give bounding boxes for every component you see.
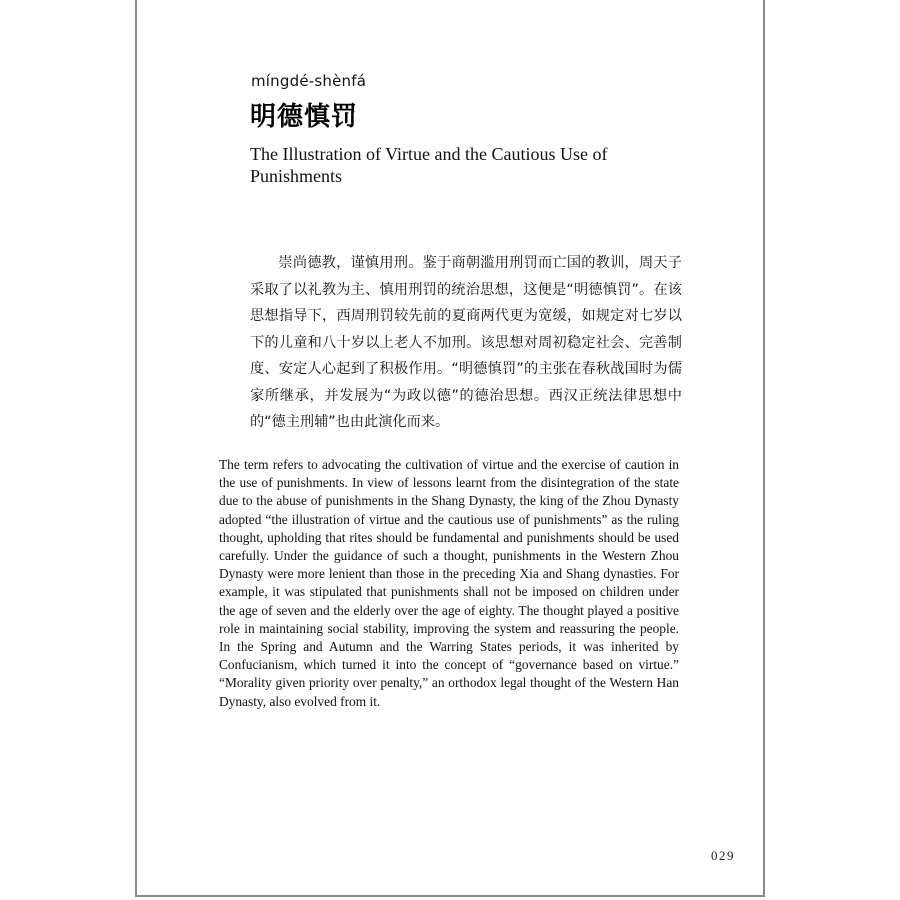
entry-title-chinese: 明德慎罚 <box>250 102 359 132</box>
entry-body-english: The term refers to advocating the cultivation of virtue and the exercise of caution in the use of punishments. In view of lessons learnt from the disintegration of the state due to the abuse of punishments in the Shang Dynasty, the king of the Zhou Dynasty adopted “the illustration of virtue and the cautious use of punishments” as the ruling thought, upholding that rites should be fundamental and punishments should be used carefully. Under the guidance of such a thought, punishments in the Western Zhou Dynasty were more lenient than those in the preceding Xia and Shang dynasties. For example, it was stipulated that punishments shall not be imposed on children under the age of seven and the elderly over the age of eighty. The thought played a positive role in maintaining social stability, improving the system and reassuring the people. In the Spring and Autumn and the Warring States periods, it was inherited by Confucianism, which turned it into the concept of “governance based on virtue.” “Morality given priority over penalty,” an orthodox legal thought of the Western Han Dynasty, also evolved from it. <box>219 457 679 709</box>
page-number: 029 <box>711 848 735 863</box>
entry-pinyin: míngdé-shènfá <box>251 72 367 90</box>
entry-body-chinese: 崇尚德教，谨慎用刑。鉴于商朝滥用刑罚而亡国的教训，周天子采取了以礼教为主、慎用刑罚的统治思想，这便是“明德慎罚”。在该思想指导下，西周刑罚较先前的夏商两代更为宽缓，如规定对七岁以下的儿童和八十岁以上老人不加刑。该思想对周初稳定社会、完善制度、安定人心起到了积极作用。“明德慎罚”的主张在春秋战国时为儒家所继承，并发展为“为政以德”的德治思想。西汉正统法律思想中的“德主刑辅”也由此演化而来。 <box>250 255 682 430</box>
entry-title-english: The Illustration of Virtue and the Cautious Use of Punishments <box>250 144 608 186</box>
book-page <box>135 0 765 897</box>
